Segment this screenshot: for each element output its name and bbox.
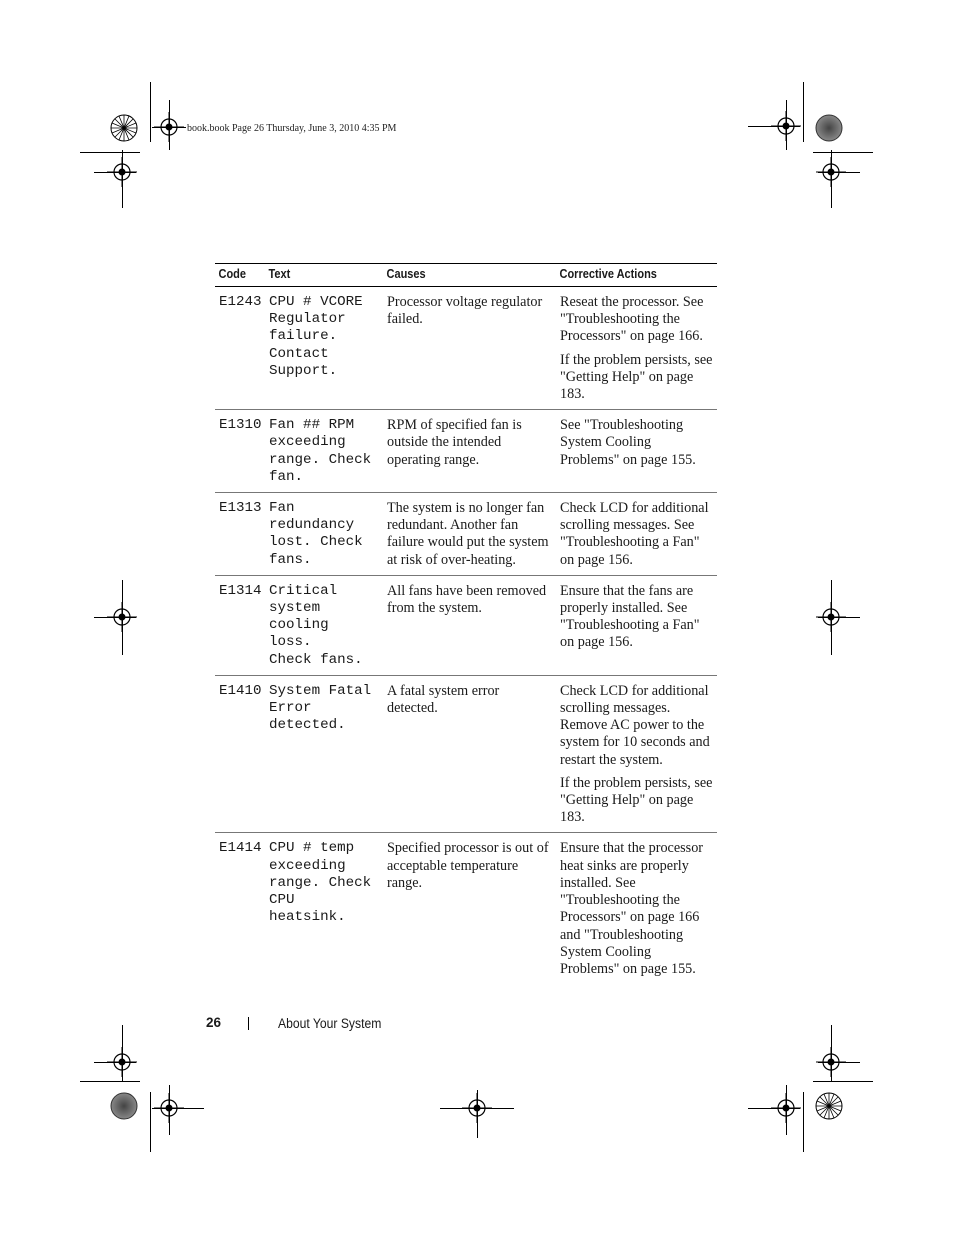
registration-mark-icon <box>771 1093 801 1123</box>
message-text: System Fatal Error detected. <box>269 682 372 734</box>
table-row <box>215 833 717 984</box>
registration-mark-icon <box>771 111 801 141</box>
corrective-action <box>556 410 717 493</box>
corrective-action <box>556 675 717 833</box>
table-row <box>215 410 717 493</box>
corrective-action <box>556 287 717 410</box>
page-footer <box>0 1015 954 1035</box>
header-code: Code <box>218 267 247 281</box>
error-code: E1314 <box>219 582 262 599</box>
error-codes-table <box>215 263 717 984</box>
cause: RPM of specified fan is outside the intended operating range. <box>387 417 522 468</box>
section-title: About Your System <box>278 1016 382 1031</box>
registration-mark-icon <box>816 602 846 632</box>
error-code: E1410 <box>219 682 262 699</box>
message-text: CPU # temp exceeding range. Check CPU heatsink. <box>269 840 372 926</box>
header-corrective-actions: Corrective Actions <box>559 267 657 281</box>
starburst-target-icon <box>815 1092 843 1120</box>
message-text: Critical system cooling loss. Check fans. <box>269 582 363 668</box>
action-paragraph: Check LCD for additional scrolling messages. Remove AC power to the system for 10 seconds and restart the system. <box>560 682 710 768</box>
error-code: E1414 <box>219 840 262 857</box>
cause: A fatal system error detected. <box>387 682 500 717</box>
action-paragraph: Reseat the processor. See "Troubleshooting the Processors" on page 166. <box>560 294 704 345</box>
message-text: Fan ## RPM exceeding range. Check fan. <box>269 417 372 485</box>
header-text: Text <box>268 267 291 281</box>
registration-mark-icon <box>816 157 846 187</box>
print-slug: book.book Page 26 Thursday, June 3, 2010 4:35 PM <box>187 123 397 134</box>
action-paragraph: Ensure that the processor heat sinks are properly installed. See "Troubleshooting the Processors" on page 166 and "Troubleshooting System Cooling Problems" on page 155. <box>560 840 704 977</box>
gray-target-icon <box>110 1092 138 1120</box>
registration-mark-icon <box>816 1047 846 1077</box>
registration-mark-icon <box>107 157 137 187</box>
gray-target-icon <box>815 114 843 142</box>
table-row <box>215 675 717 833</box>
page-number: 26 <box>206 1015 222 1030</box>
table-header-row <box>215 264 717 287</box>
error-code: E1243 <box>219 294 262 310</box>
starburst-target-icon <box>110 114 138 142</box>
corrective-action <box>556 493 717 576</box>
corrective-action <box>556 575 717 675</box>
header-causes: Causes <box>386 267 426 281</box>
cause: Processor voltage regulator failed. <box>387 294 543 328</box>
action-paragraph: If the problem persists, see "Getting Help" on page 183. <box>560 774 713 826</box>
action-paragraph: Check LCD for additional scrolling messages. See "Troubleshooting a Fan" on page 156. <box>560 500 709 568</box>
action-paragraph: Ensure that the fans are properly installed. See "Troubleshooting a Fan" on page 156. <box>560 582 700 651</box>
cause: The system is no longer fan redundant. Another fan failure would put the system at risk of over-heating. <box>387 500 549 568</box>
message-text: Fan redundancy lost. Check fans. <box>269 500 363 568</box>
registration-mark-icon <box>107 602 137 632</box>
corrective-action <box>556 833 717 984</box>
table-row <box>215 493 717 576</box>
cause: Specified processor is out of acceptable temperature range. <box>387 840 549 891</box>
action-paragraph: See "Troubleshooting System Cooling Problems" on page 155. <box>560 417 696 468</box>
registration-mark-icon <box>107 1047 137 1077</box>
action-paragraph: If the problem persists, see "Getting Help" on page 183. <box>560 351 713 403</box>
table-row <box>215 287 717 410</box>
table-row <box>215 575 717 675</box>
registration-mark-icon <box>154 112 184 142</box>
error-code: E1310 <box>219 417 262 434</box>
footer-divider <box>248 1017 249 1030</box>
error-code: E1313 <box>219 500 262 517</box>
cause: All fans have been removed from the system. <box>387 582 547 617</box>
registration-mark-icon <box>154 1093 184 1123</box>
registration-mark-icon <box>462 1093 492 1123</box>
message-text: CPU # VCORE Regulator failure. Contact Support. <box>269 294 363 379</box>
